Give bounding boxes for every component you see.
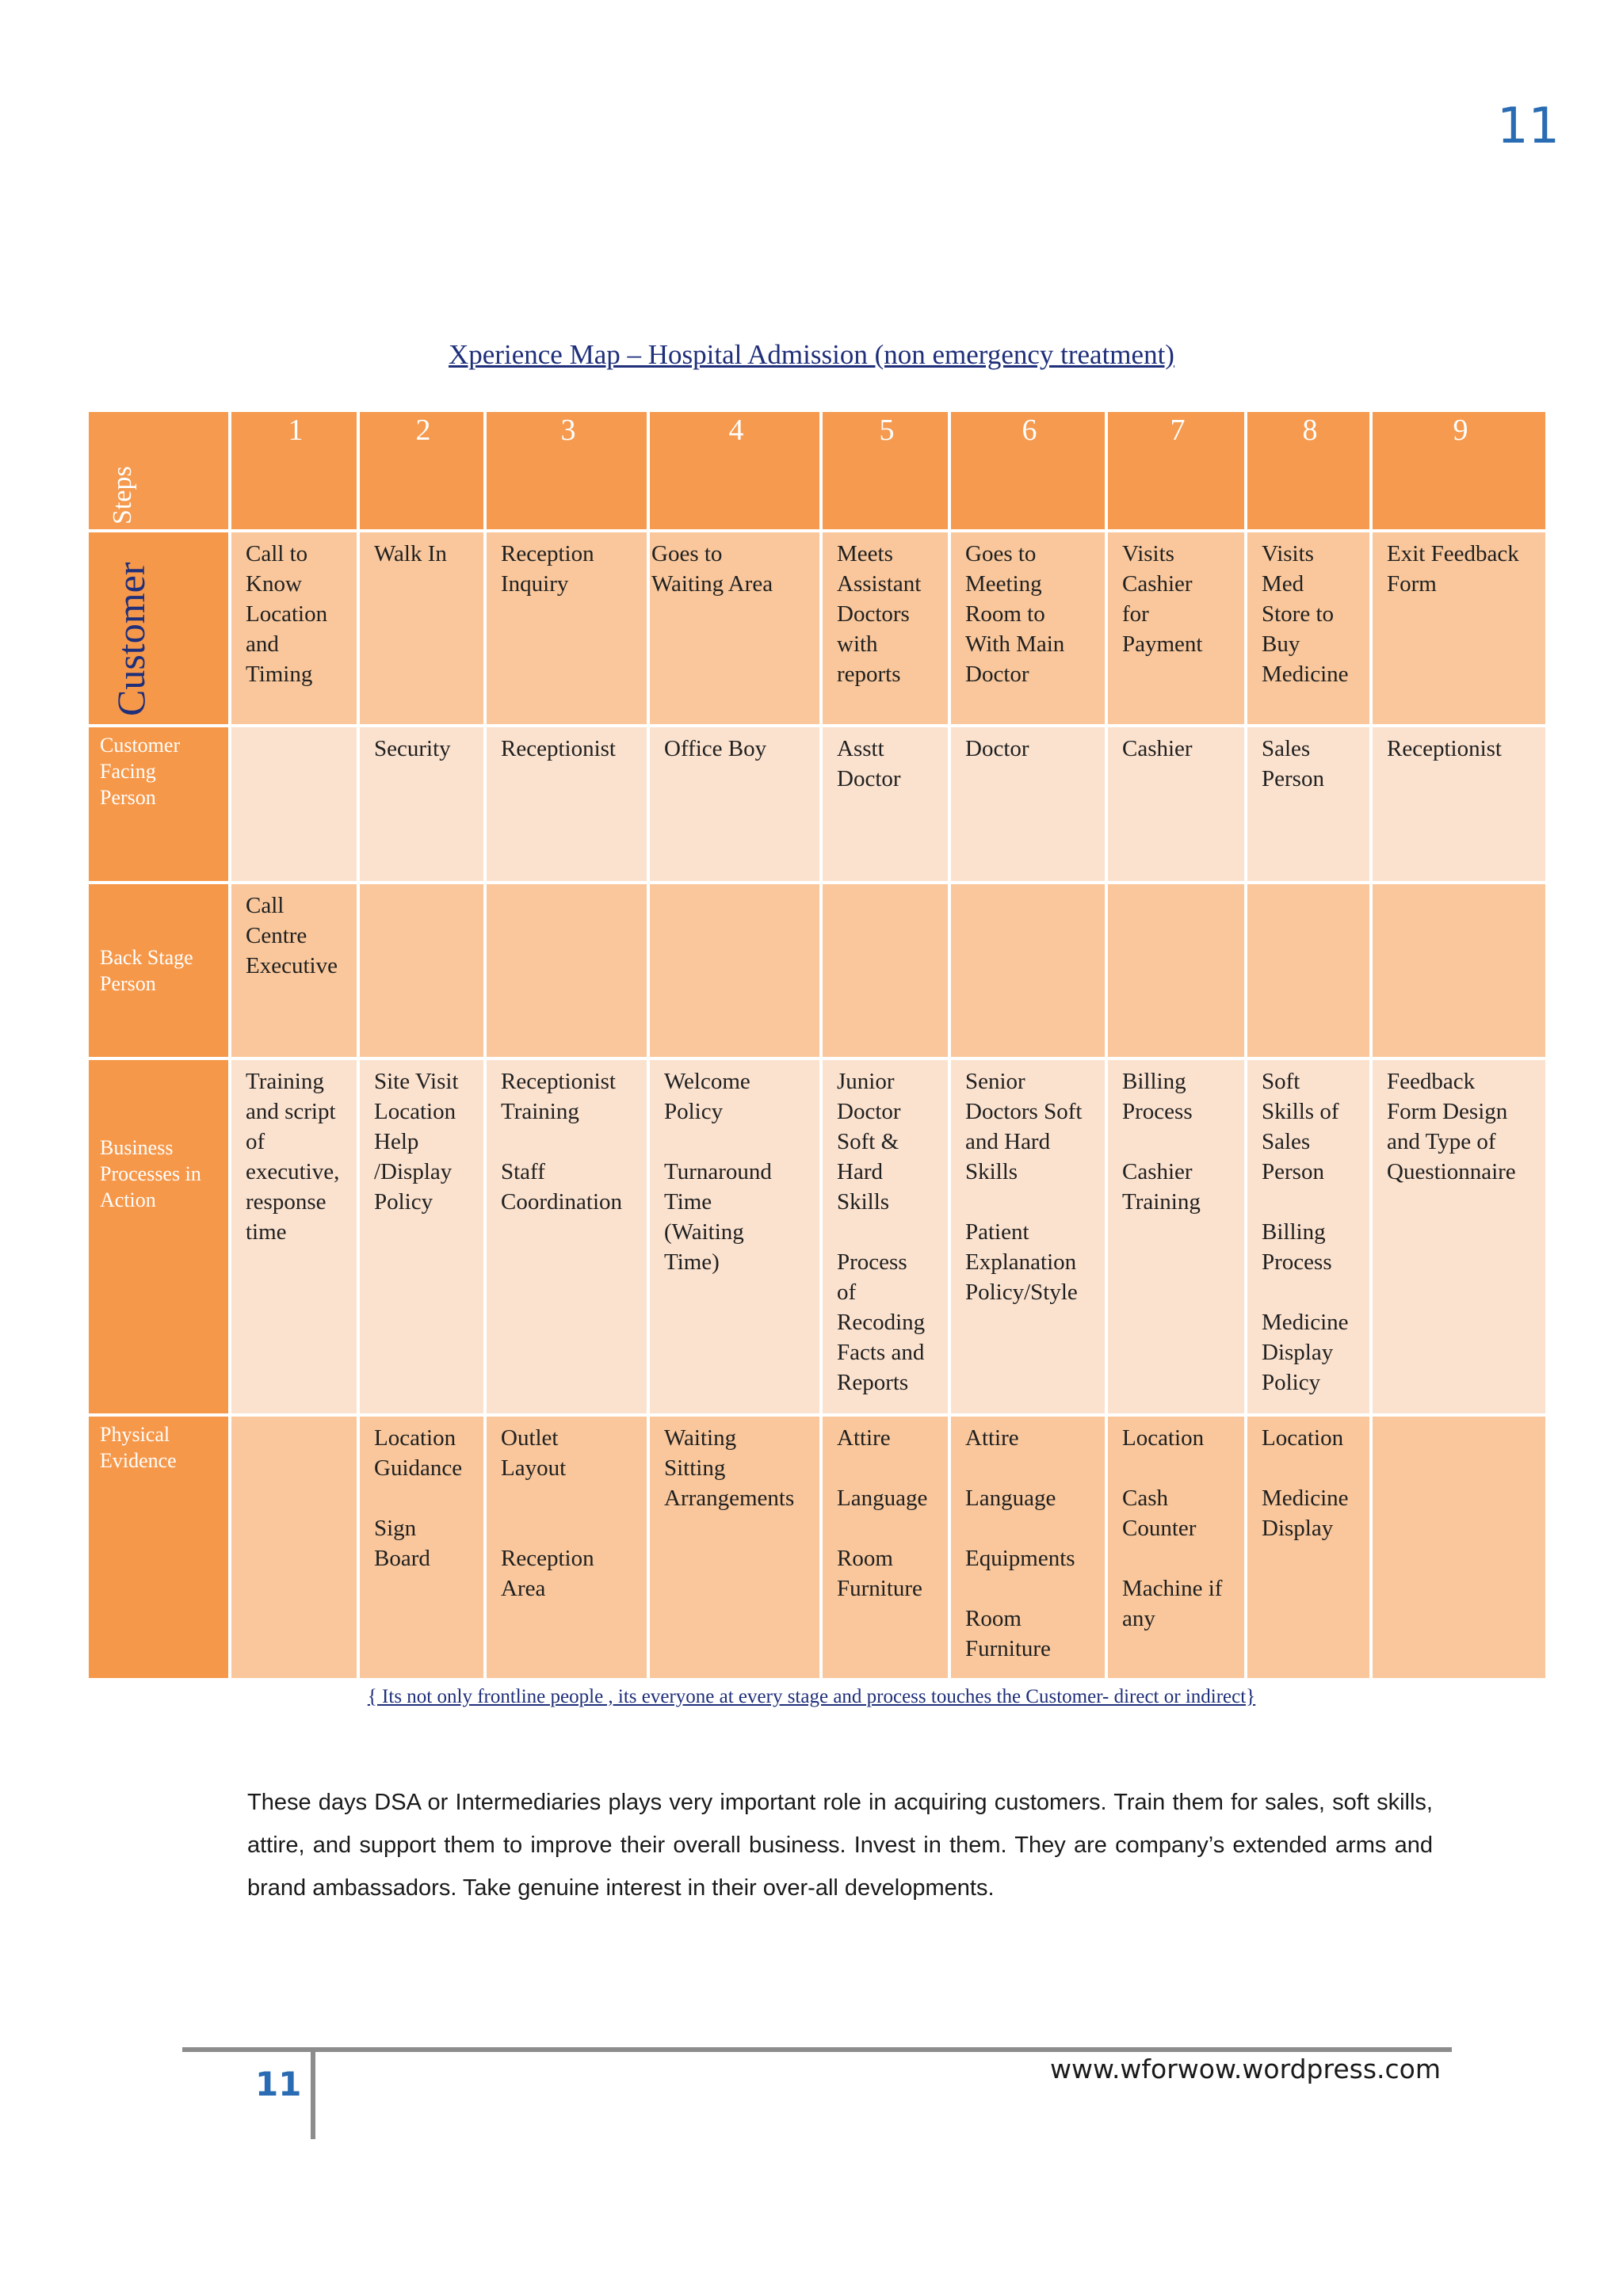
- table-cell: [1371, 1415, 1547, 1680]
- body-paragraph: These days DSA or Intermediaries plays very important role in acquiring customers. Train them for sales, soft skills, attire, and support them to improve their overall business. Invest in them. They are company’s extended arms and brand ambassadors. Take genuine interest in their over-all developments.: [247, 1790, 1433, 1901]
- table-cell: Attire Language Room Furniture: [821, 1415, 949, 1680]
- table-cell: Meets Assistant Doctors with reports: [821, 531, 949, 726]
- table-cell: [1371, 883, 1547, 1058]
- table-cell: Outlet Layout Reception Area: [485, 1415, 648, 1680]
- table-cell: Doctor: [949, 726, 1106, 883]
- table-footnote: { Its not only frontline people , its everyone at every stage and process touches the Customer- direct or indirect}: [367, 1686, 1256, 1707]
- table-cell: Office Boy: [648, 726, 821, 883]
- step-number: 2: [358, 410, 485, 531]
- table-cell: [230, 1415, 358, 1680]
- table-cell: Location Cash Counter Machine if any: [1106, 1415, 1246, 1680]
- table-cell: Location Medicine Display: [1246, 1415, 1371, 1680]
- business-processes-row: [87, 1058, 1547, 1415]
- table-cell: Visits Med Store to Buy Medicine: [1246, 531, 1371, 726]
- table-cell: Walk In: [358, 531, 485, 726]
- table-cell: Security: [358, 726, 485, 883]
- table-cell: Attire Language Equipments Room Furniture: [949, 1415, 1106, 1680]
- table-cell: [1106, 883, 1246, 1058]
- customer-facing-row-header: Customer Facing Person: [87, 726, 230, 883]
- back-stage-row: [87, 883, 1547, 1058]
- steps-label: Steps: [108, 466, 137, 524]
- table-cell: [485, 883, 648, 1058]
- physical-evidence-row: [87, 1415, 1547, 1680]
- customer-row-header: [87, 531, 230, 726]
- table-cell: [949, 883, 1106, 1058]
- table-cell: [358, 883, 485, 1058]
- steps-header-cell: [87, 410, 230, 531]
- table-cell: Goes to Meeting Room to With Main Doctor: [949, 531, 1106, 726]
- table-cell: Feedback Form Design and Type of Questionnaire: [1371, 1058, 1547, 1415]
- table-cell: Receptionist: [1371, 726, 1547, 883]
- step-number: 9: [1371, 410, 1547, 531]
- map-title: Xperience Map – Hospital Admission (non emergency treatment): [449, 339, 1174, 370]
- table-cell: Cashier: [1106, 726, 1246, 883]
- footer-page-number: 11: [255, 2065, 302, 2103]
- footer-vertical-rule: [311, 2050, 315, 2139]
- table-cell: Training and script of executive, response time: [230, 1058, 358, 1415]
- table-cell: [230, 726, 358, 883]
- business-processes-row-header: Business Processes in Action: [87, 1058, 230, 1415]
- step-number: 5: [821, 410, 949, 531]
- table-cell: [1246, 883, 1371, 1058]
- table-cell: Receptionist: [485, 726, 648, 883]
- table-cell: [821, 883, 949, 1058]
- page-number-top: 11: [1497, 97, 1560, 154]
- table-cell: Exit Feedback Form: [1371, 531, 1547, 726]
- step-number: 4: [648, 410, 821, 531]
- table-cell: Call Centre Executive: [230, 883, 358, 1058]
- step-number: 8: [1246, 410, 1371, 531]
- table-cell: Visits Cashier for Payment: [1106, 531, 1246, 726]
- table-cell: Site Visit Location Help /Display Policy: [358, 1058, 485, 1415]
- steps-row: [87, 410, 1547, 531]
- table-cell: Location Guidance Sign Board: [358, 1415, 485, 1680]
- customer-label: Customer: [109, 562, 153, 716]
- physical-evidence-row-header: Physical Evidence: [87, 1415, 230, 1680]
- customer-row: [87, 531, 1547, 726]
- step-number: 1: [230, 410, 358, 531]
- step-number: 3: [485, 410, 648, 531]
- table-cell: Sales Person: [1246, 726, 1371, 883]
- table-cell: Senior Doctors Soft and Hard Skills Patient Explanation Policy/Style: [949, 1058, 1106, 1415]
- footer-url: www.wforwow.wordpress.com: [1050, 2054, 1441, 2084]
- footer-horizontal-rule: [182, 2047, 1452, 2052]
- customer-facing-row: [87, 726, 1547, 883]
- table-cell: Junior Doctor Soft & Hard Skills Process of Recoding Facts and Reports: [821, 1058, 949, 1415]
- step-number: 7: [1106, 410, 1246, 531]
- table-cell: Asstt Doctor: [821, 726, 949, 883]
- table-cell: Soft Skills of Sales Person Billing Process Medicine Display Policy: [1246, 1058, 1371, 1415]
- table-cell: Billing Process Cashier Training: [1106, 1058, 1246, 1415]
- table-cell: [648, 883, 821, 1058]
- table-cell: Receptionist Training Staff Coordination: [485, 1058, 648, 1415]
- step-number: 6: [949, 410, 1106, 531]
- table-cell: Goes to Waiting Area: [648, 531, 821, 726]
- experience-map-table: [86, 409, 1549, 1681]
- back-stage-row-header: Back Stage Person: [87, 883, 230, 1058]
- table-cell: Reception Inquiry: [485, 531, 648, 726]
- table-cell: Call to Know Location and Timing: [230, 531, 358, 726]
- table-cell: Waiting Sitting Arrangements: [648, 1415, 821, 1680]
- table-cell: Welcome Policy Turnaround Time (Waiting Time): [648, 1058, 821, 1415]
